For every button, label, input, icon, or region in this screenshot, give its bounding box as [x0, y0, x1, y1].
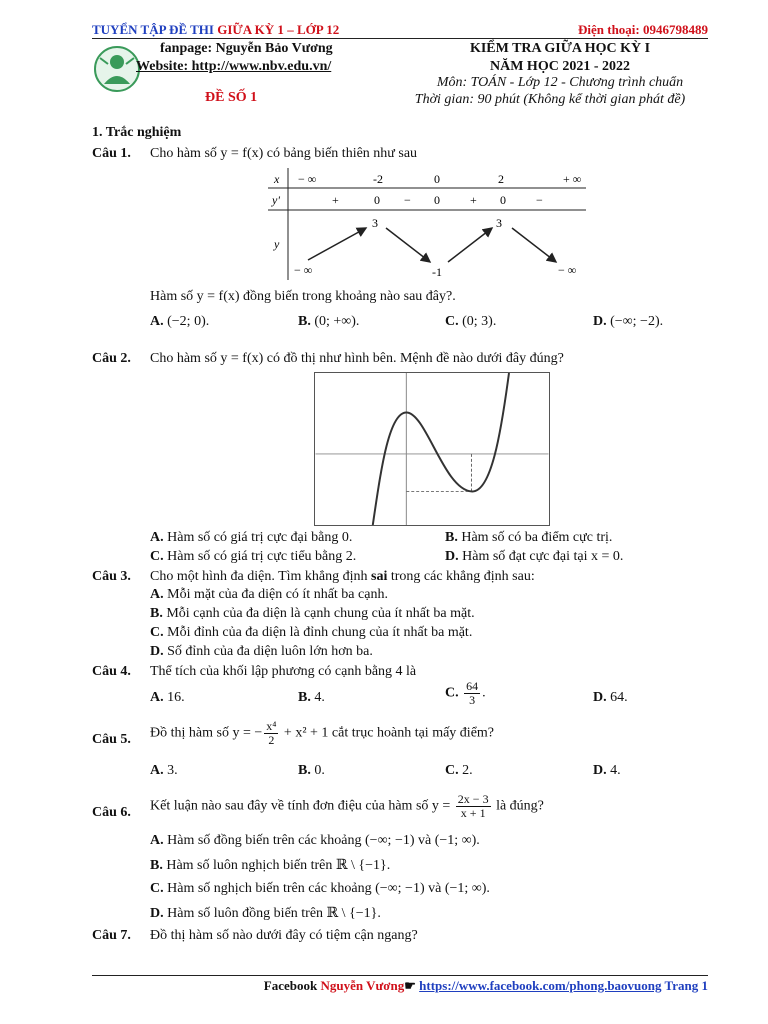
- option-c[interactable]: C. Hàm số nghịch biến trên các khoảng (−∞; −1) và (−1; ∞).: [150, 881, 490, 896]
- question-text: Kết luận nào sau đây về tính đơn điệu của hàm số y = $\frac{2x - 3}{x + 1}$ là đúng?: [150, 792, 544, 820]
- yp-val: 0: [374, 193, 380, 207]
- option-b[interactable]: B. 0.: [298, 763, 325, 778]
- function-graph: [314, 372, 550, 526]
- question-number: Câu 6.: [92, 805, 131, 820]
- website-link[interactable]: Website: http://www.nbv.edu.vn/: [136, 59, 332, 74]
- x-val: 0: [434, 172, 440, 186]
- option-b[interactable]: B. Hàm số luôn nghịch biến trên ℝ \ {−1}.: [150, 858, 391, 873]
- exam-title: KIỂM TRA GIỮA HỌC KỲ I: [469, 41, 651, 56]
- option-c[interactable]: C. Hàm số có giá trị cực tiểu bằng 2.: [150, 549, 357, 564]
- section-heading: 1. Trắc nghiệm: [92, 125, 182, 140]
- decrease-arrow: [386, 228, 430, 262]
- question-prompt: Hàm số y = f(x) đồng biến trong khoảng nào sau đây?.: [150, 289, 456, 304]
- option-d[interactable]: D. Hàm số luôn đồng biến trên ℝ \ {−1}.: [150, 906, 381, 921]
- table-row-x: x: [274, 172, 280, 186]
- exam-number: ĐỀ SỐ 1: [205, 90, 258, 105]
- school-year: NĂM HỌC 2021 - 2022: [490, 59, 630, 74]
- question-text: Cho một hình đa diện. Tìm khẳng định sai trong các khẳng định sau:: [150, 569, 535, 584]
- increase-arrow: [308, 228, 366, 260]
- yp-val: +: [332, 193, 339, 207]
- question-number: Câu 1.: [92, 146, 131, 161]
- increase-arrow: [448, 228, 492, 262]
- yp-val: 0: [434, 193, 440, 207]
- option-c[interactable]: C. Mỗi đỉnh của đa diện là đỉnh chung của ít nhất ba mặt.: [150, 625, 473, 640]
- question-text: Cho hàm số y = f(x) có bảng biến thiên như sau: [150, 146, 418, 161]
- option-b[interactable]: B. Hàm số có ba điểm cực trị.: [445, 530, 613, 545]
- option-a[interactable]: A. 16.: [150, 690, 185, 705]
- option-c[interactable]: C. (0; 3).: [445, 314, 497, 329]
- question-number: Câu 2.: [92, 351, 131, 366]
- series-title: TUYỂN TẬP ĐỀ THI GIỮA KỲ 1 – LỚP 12: [92, 22, 340, 37]
- yp-val: −: [404, 193, 411, 207]
- yp-val: 0: [500, 193, 506, 207]
- question-text: Đồ thị hàm số y = − $\frac{\text{x⁴}}{2}$ + x² + 1 cắt trục hoành tại mấy điểm?: [150, 719, 495, 747]
- author-logo-icon: [92, 44, 142, 94]
- option-d[interactable]: D. 64.: [593, 690, 628, 705]
- y-val: − ∞: [294, 263, 313, 277]
- option-c[interactable]: C. 2.: [445, 763, 473, 778]
- option-b[interactable]: B. 4.: [298, 690, 325, 705]
- header-divider: [92, 38, 708, 39]
- question-text: Cho hàm số y = f(x) có đồ thị như hình bên. Mệnh đề nào dưới đây đúng?: [150, 351, 564, 366]
- option-d[interactable]: D. (−∞; −2).: [593, 314, 664, 329]
- cubic-curve: [373, 373, 509, 525]
- phone-number: Điện thoại: 0946798489: [578, 22, 708, 37]
- footer: Facebook Nguyễn Vương☛ https://www.facebook.com/phong.baovuong Trang 1: [263, 978, 708, 993]
- option-d[interactable]: D. Hàm số đạt cực đại tại x = 0.: [445, 549, 624, 564]
- option-b[interactable]: B. (0; +∞).: [298, 314, 360, 329]
- decrease-arrow: [512, 228, 556, 262]
- yp-val: +: [470, 193, 477, 207]
- option-a[interactable]: A. Hàm số đồng biến trên các khoảng (−∞; −1) và (−1; ∞).: [150, 833, 480, 848]
- option-c[interactable]: C. $\frac{64}{3}$ .: [445, 679, 486, 707]
- question-number: Câu 7.: [92, 928, 131, 943]
- option-b[interactable]: B. Mỗi cạnh của đa diện là cạnh chung của ít nhất ba mặt.: [150, 606, 475, 621]
- option-d[interactable]: D. 4.: [593, 763, 621, 778]
- question-number: Câu 5.: [92, 732, 131, 747]
- variation-table: [268, 168, 586, 280]
- y-val: − ∞: [558, 263, 577, 277]
- option-a[interactable]: A. Mỗi mặt của đa diện có ít nhất ba cạnh.: [150, 587, 388, 602]
- option-d[interactable]: D. Số đỉnh của đa diện luôn lớn hơn ba.: [150, 644, 373, 659]
- table-row-yprime: y': [272, 193, 280, 207]
- subject-line: Môn: TOÁN - Lớp 12 - Chương trình chuẩn: [436, 75, 684, 90]
- x-val: 2: [498, 172, 504, 186]
- y-val: 3: [496, 216, 502, 230]
- pointing-hand-icon: ☛: [404, 978, 416, 993]
- y-val: -1: [432, 265, 442, 279]
- option-a[interactable]: A. (−2; 0).: [150, 314, 210, 329]
- question-text: Đồ thị hàm số nào dưới đây có tiệm cận ngang?: [150, 928, 418, 943]
- question-number: Câu 3.: [92, 569, 131, 584]
- table-row-y: y: [274, 237, 280, 251]
- yp-val: −: [536, 193, 543, 207]
- fanpage-label: fanpage: Nguyễn Bảo Vương: [160, 41, 333, 56]
- question-number: Câu 4.: [92, 664, 131, 679]
- x-val: -2: [373, 172, 383, 186]
- x-val: + ∞: [563, 172, 582, 186]
- option-a[interactable]: A. Hàm số có giá trị cực đại bằng 0.: [150, 530, 353, 545]
- question-text: Thể tích của khối lập phương có cạnh bằng 4 là: [150, 664, 417, 679]
- option-a[interactable]: A. 3.: [150, 763, 178, 778]
- time-limit: Thời gian: 90 phút (Không kể thời gian phát đề): [414, 92, 686, 107]
- footer-divider: [92, 975, 708, 976]
- x-val: − ∞: [298, 172, 317, 186]
- y-val: 3: [372, 216, 378, 230]
- facebook-link[interactable]: https://www.facebook.com/phong.baovuong: [419, 978, 662, 993]
